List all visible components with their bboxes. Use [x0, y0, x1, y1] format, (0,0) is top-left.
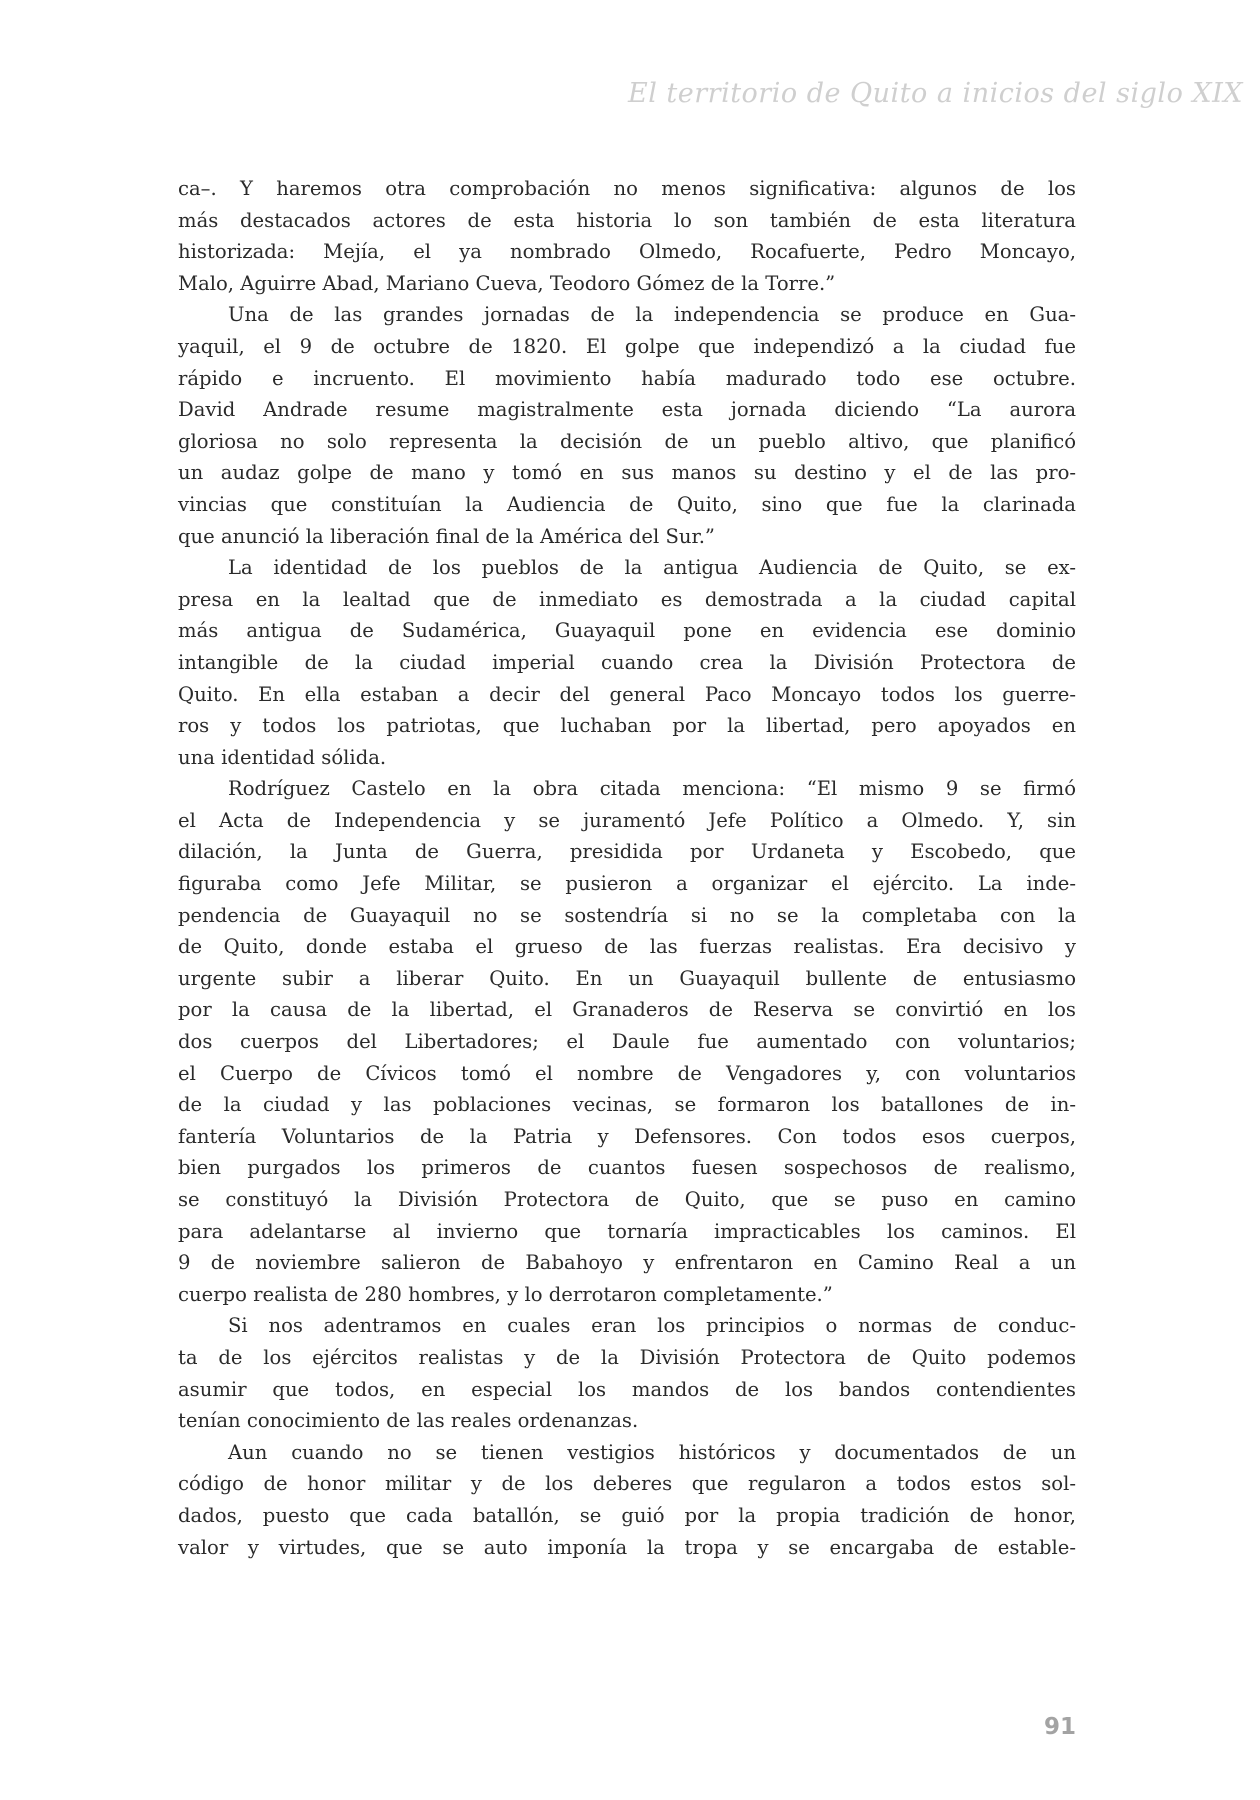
text-line: código de honor militar y de los deberes que regularon a todos estos sol-	[178, 1472, 1076, 1496]
paragraph	[178, 173, 1076, 299]
text-line: que anunció la liberación final de la América del Sur.”	[178, 524, 715, 548]
text-line: ca–. Y haremos otra comprobación no menos significativa: algunos de los	[178, 177, 1076, 200]
text-line: de la ciudad y las poblaciones vecinas, se formaron los batallones de in-	[178, 1093, 1076, 1117]
text-line: dados, puesto que cada batallón, se guió por la propia tradición de honor,	[178, 1503, 1076, 1527]
paragraph	[178, 552, 1076, 773]
text-line: David Andrade resume magistralmente esta jornada diciendo “La aurora	[178, 398, 1076, 422]
paragraph	[178, 773, 1076, 1310]
text-line: yaquil, el 9 de octubre de 1820. El golpe que independizó a la ciudad fue	[178, 334, 1076, 358]
text-line: bien purgados los primeros de cuantos fuesen sospechosos de realismo,	[178, 1156, 1076, 1180]
text-line: intangible de la ciudad imperial cuando crea la División Protectora de	[178, 650, 1076, 674]
text-line: cuerpo realista de 280 hombres, y lo derrotaron completamente.”	[178, 1282, 833, 1306]
running-header: El territorio de Quito a inicios del siglo XIX	[628, 78, 1244, 109]
text-line: fantería Voluntarios de la Patria y Defensores. Con todos esos cuerpos,	[178, 1124, 1076, 1148]
body-text	[178, 173, 1076, 1563]
text-line: más antigua de Sudamérica, Guayaquil pone en evidencia ese dominio	[178, 619, 1076, 643]
text-line: Una de las grandes jornadas de la independencia se produce en Gua-	[228, 303, 1076, 327]
text-line: pendencia de Guayaquil no se sostendría si no se la completaba con la	[178, 903, 1076, 927]
text-line: asumir que todos, en especial los mandos de los bandos contendientes	[178, 1377, 1076, 1401]
text-line: una identidad sólida.	[178, 745, 387, 769]
text-line: figuraba como Jefe Militar, se pusieron a organizar el ejército. La inde-	[178, 872, 1076, 896]
text-line: tenían conocimiento de las reales ordenanzas.	[178, 1409, 639, 1433]
text-line: el Acta de Independencia y se juramentó Jefe Político a Olmedo. Y, sin	[178, 808, 1076, 832]
paragraph	[178, 299, 1076, 552]
text-line: ta de los ejércitos realistas y de la División Protectora de Quito podemos	[178, 1345, 1076, 1369]
paragraph	[178, 1437, 1076, 1563]
text-line: Quito. En ella estaban a decir del general Paco Moncayo todos los guerre-	[178, 682, 1076, 706]
text-line: se constituyó la División Protectora de Quito, que se puso en camino	[178, 1188, 1076, 1211]
text-line: urgente subir a liberar Quito. En un Guayaquil bullente de entusiasmo	[178, 966, 1076, 990]
text-line: Si nos adentramos en cuales eran los principios o normas de conduc-	[228, 1314, 1076, 1338]
text-line: de Quito, donde estaba el grueso de las fuerzas realistas. Era decisivo y	[178, 935, 1076, 959]
text-line: vincias que constituían la Audiencia de Quito, sino que fue la clarinada	[178, 492, 1076, 516]
text-line: gloriosa no solo representa la decisión de un pueblo altivo, que planificó	[178, 429, 1076, 453]
text-line: el Cuerpo de Cívicos tomó el nombre de Vengadores y, con voluntarios	[178, 1061, 1076, 1085]
text-line: Rodríguez Castelo en la obra citada menciona: “El mismo 9 se firmó	[228, 777, 1076, 801]
text-line: 9 de noviembre salieron de Babahoyo y enfrentaron en Camino Real a un	[178, 1251, 1076, 1275]
text-line: presa en la lealtad que de inmediato es demostrada a la ciudad capital	[178, 587, 1076, 611]
text-line: dos cuerpos del Libertadores; el Daule fue aumentado con voluntarios;	[178, 1030, 1076, 1054]
text-line: La identidad de los pueblos de la antigua Audiencia de Quito, se ex-	[228, 556, 1076, 580]
page-number: 91	[1044, 1714, 1077, 1740]
text-line: historizada: Mejía, el ya nombrado Olmedo, Rocafuerte, Pedro Moncayo,	[178, 240, 1076, 264]
paragraph	[178, 1310, 1076, 1436]
text-line: valor y virtudes, que se auto imponía la tropa y se encargaba de estable-	[178, 1535, 1076, 1559]
text-line: por la causa de la libertad, el Granaderos de Reserva se convirtió en los	[178, 998, 1076, 1022]
text-line: para adelantarse al invierno que tornaría impracticables los caminos. El	[178, 1219, 1076, 1243]
text-line: rápido e incruento. El movimiento había madurado todo ese octubre.	[178, 366, 1076, 390]
text-line: Malo, Aguirre Abad, Mariano Cueva, Teodoro Gómez de la Torre.”	[178, 271, 836, 295]
text-line: ros y todos los patriotas, que luchaban por la libertad, pero apoyados en	[178, 714, 1076, 738]
text-line: un audaz golpe de mano y tomó en sus manos su destino y el de las pro-	[178, 461, 1076, 485]
text-line: Aun cuando no se tienen vestigios históricos y documentados de un	[228, 1440, 1076, 1464]
text-line: más destacados actores de esta historia lo son también de esta literatura	[178, 208, 1076, 232]
text-line: dilación, la Junta de Guerra, presidida por Urdaneta y Escobedo, que	[178, 840, 1076, 864]
